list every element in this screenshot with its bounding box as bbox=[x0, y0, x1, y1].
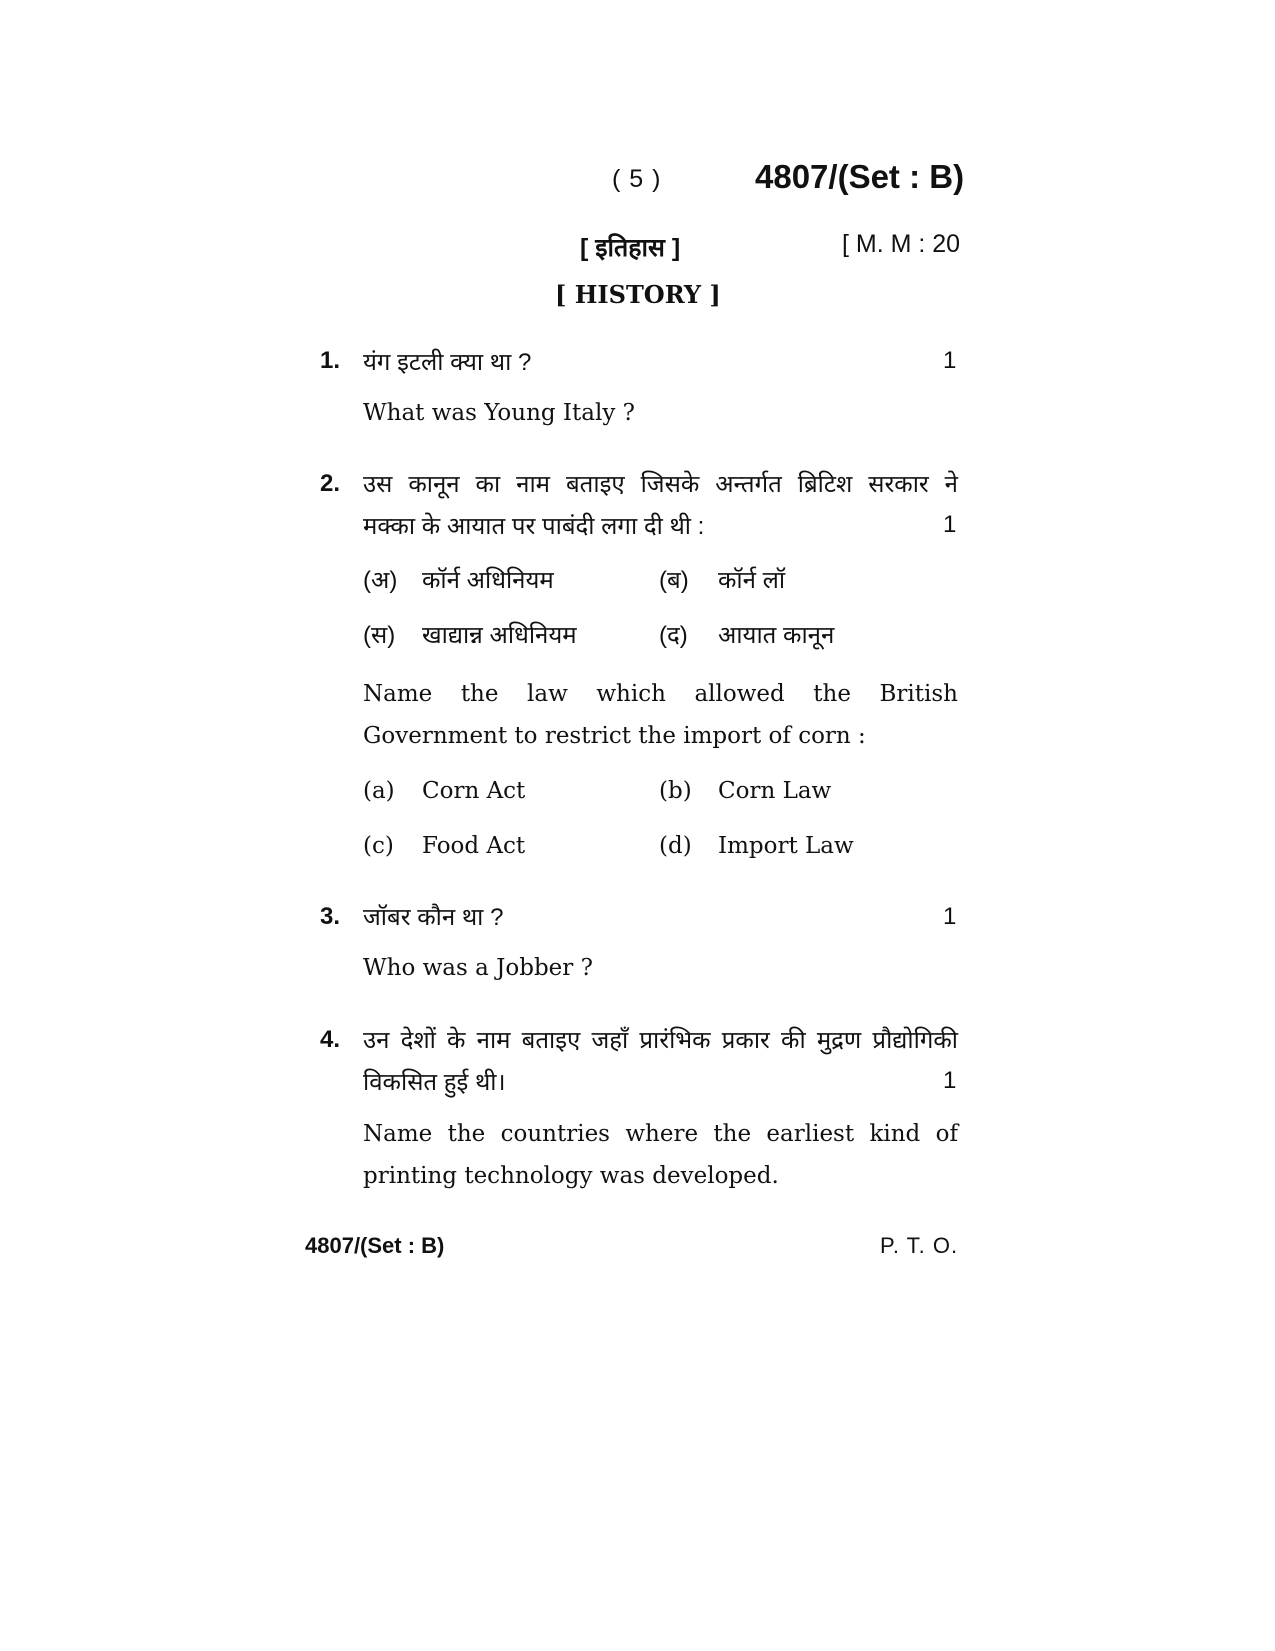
paper-code: 4807/(Set : B) bbox=[755, 158, 965, 195]
question-hindi-text: विकसित हुई थी। bbox=[363, 1069, 506, 1096]
question-hindi-text: उस कानून का नाम बताइए जिसके अन्तर्गत ब्रिटिश सरकार ने bbox=[363, 471, 958, 498]
option-label: (a) bbox=[363, 778, 395, 804]
question-marks: 1 bbox=[943, 347, 957, 374]
question-number: 2. bbox=[320, 470, 341, 497]
question-english-text: What was Young Italy ? bbox=[363, 400, 635, 426]
question-english-text: Name the law which allowed the British bbox=[363, 681, 958, 707]
option-label: (अ) bbox=[363, 567, 398, 594]
option-label: (d) bbox=[659, 833, 692, 859]
option-label: (ब) bbox=[659, 567, 689, 594]
option-text: आयात कानून bbox=[718, 622, 835, 649]
option-text: खाद्यान्न अधिनियम bbox=[422, 622, 577, 649]
question-marks: 1 bbox=[943, 511, 957, 538]
question-english-text: Government to restrict the import of corn : bbox=[363, 723, 866, 749]
footer-pto: P. T. O. bbox=[880, 1233, 959, 1258]
option-text: Corn Act bbox=[422, 778, 526, 804]
question-hindi-text: मक्का के आयात पर पाबंदी लगा दी थी : bbox=[363, 513, 705, 540]
question-english-text: printing technology was developed. bbox=[363, 1163, 779, 1189]
footer-paper-code: 4807/(Set : B) bbox=[305, 1233, 445, 1258]
question-number: 3. bbox=[320, 903, 341, 930]
question-number: 1. bbox=[320, 347, 341, 374]
question-hindi-text: उन देशों के नाम बताइए जहाँ प्रारंभिक प्रकार की मुद्रण प्रौद्योगिकी bbox=[363, 1027, 958, 1054]
option-label: (स) bbox=[363, 622, 396, 649]
question-marks: 1 bbox=[943, 903, 957, 930]
option-label: (b) bbox=[659, 778, 692, 804]
subject-english: [ HISTORY ] bbox=[555, 280, 721, 309]
page-number: ( 5 ) bbox=[612, 165, 662, 193]
max-marks: [ M. M : 20 bbox=[842, 230, 961, 258]
option-text: Import Law bbox=[718, 833, 854, 859]
subject-hindi: [ इतिहास ] bbox=[580, 234, 681, 262]
option-label: (द) bbox=[659, 622, 688, 649]
question-number: 4. bbox=[320, 1026, 341, 1053]
question-english-text: Name the countries where the earliest kind of bbox=[363, 1121, 958, 1147]
option-text: Corn Law bbox=[718, 778, 832, 804]
option-label: (c) bbox=[363, 833, 394, 859]
option-text: Food Act bbox=[422, 833, 526, 859]
question-english-text: Who was a Jobber ? bbox=[363, 955, 593, 981]
question-hindi-text: जॉबर कौन था ? bbox=[363, 904, 504, 931]
option-text: कॉर्न अधिनियम bbox=[422, 567, 554, 594]
question-marks: 1 bbox=[943, 1067, 957, 1094]
question-hindi-text: यंग इटली क्या था ? bbox=[363, 349, 532, 376]
option-text: कॉर्न लॉ bbox=[718, 567, 786, 594]
